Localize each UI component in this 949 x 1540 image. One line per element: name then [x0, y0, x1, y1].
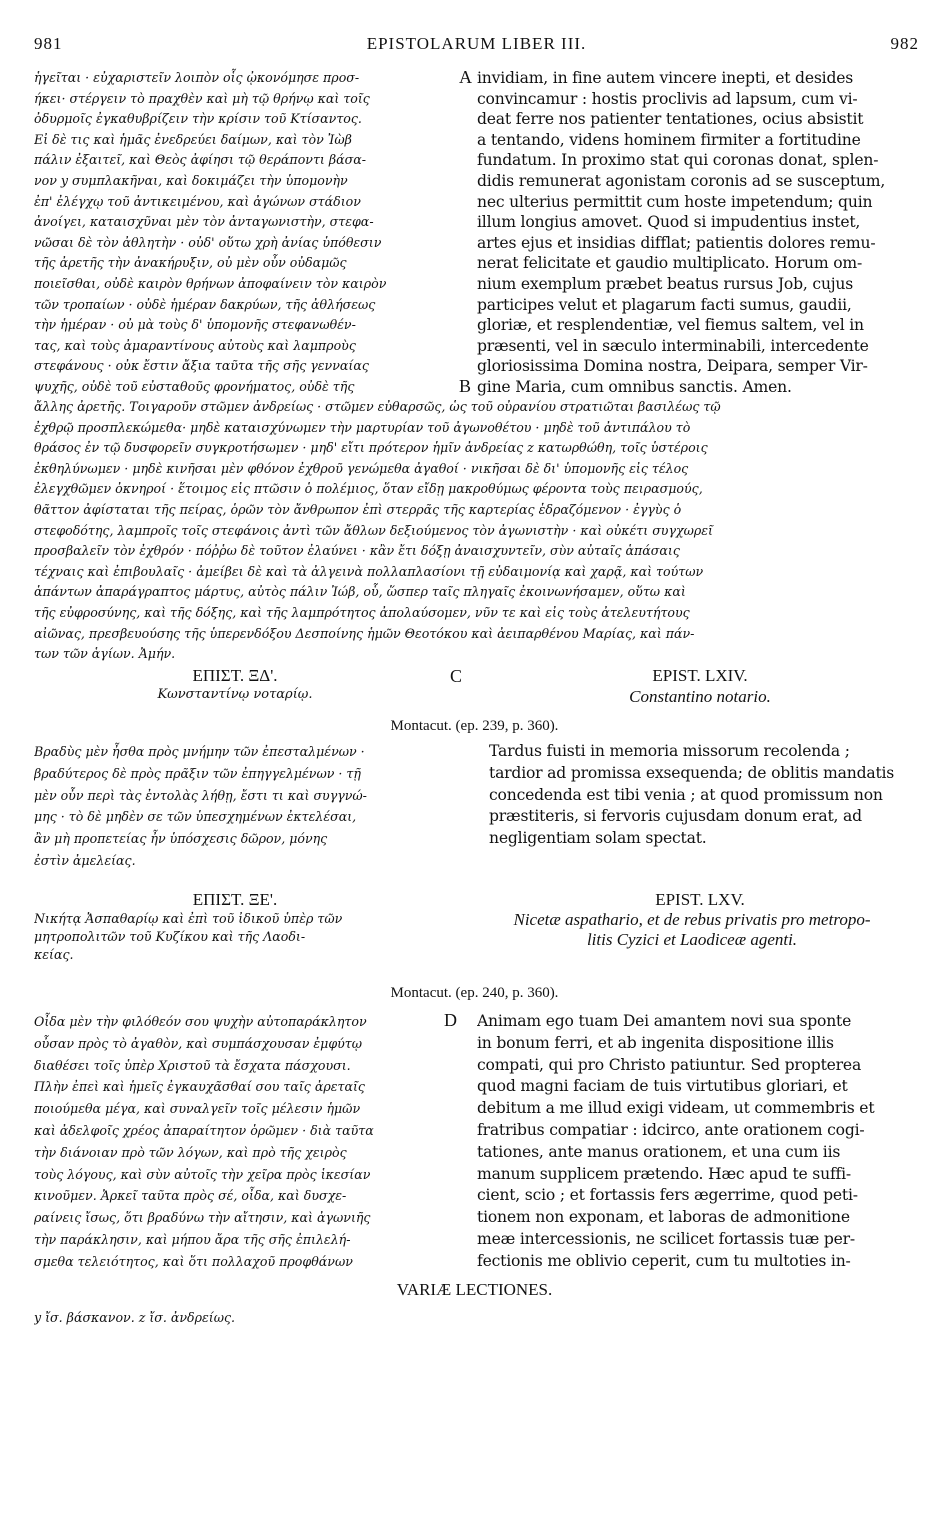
right-page-number: 982: [890, 34, 919, 53]
latin-text-line: fundatum. In proximo stat qui coronas donat, splen-: [477, 151, 879, 170]
greek-text-line: Πλὴν ἐπεὶ καὶ ἡμεῖς ἐγκαυχᾶσθαί σου ταῖς ἀρεταῖς: [34, 1079, 365, 1095]
greek-addressee-line: κείας.: [34, 947, 74, 962]
greek-text-line: ἡγεῖται · εὐχαριστεῖν λοιπὸν οἷς ᾠκονόμησε προσ-: [34, 70, 360, 85]
greek-text-line: ἐστὶν ἀμελείας.: [34, 852, 136, 868]
latin-text-line: negligentiam solam spectat.: [489, 829, 707, 848]
epist65-latin-heading: EPIST. LXV.: [655, 890, 745, 909]
greek-text-line: ἐχθρῷ προσπλεκώμεθα· μηδὲ καταισχύνωμεν τὴν μαρτυρίαν τοῦ ἀγωνοθέτου · μηδὲ τοῦ ἀντιπάλου τὸ: [34, 419, 691, 435]
greek-text-line: τὴν διάνοιαν πρὸ τῶν λόγων, καὶ πρὸ τῆς χειρὸς: [34, 1144, 347, 1160]
latin-text-line: didis remunerat agonistam coronis ad se susceptum,: [477, 171, 886, 190]
latin-text-line: artes ejus et insidias difflat; patientis dolores remu-: [477, 233, 876, 252]
epist64-greek-text: [34, 741, 458, 872]
greek-text-line: ὀδυρμοῖς ἐγκαθυβρίζειν τὴν κρίσιν τοῦ Κτίσαντος.: [34, 111, 362, 127]
greek-text-line: βραδύτερος δὲ πρὸς πρᾶξιν τῶν ἐπηγγελμένων · τῇ: [34, 765, 361, 781]
greek-text-line: στεφάνους · οὐκ ἔστιν ἄξια ταῦτα τῆς σῆς γενναίας: [34, 358, 369, 374]
latin-text-line: præsenti, vel in sæculo interminabili, intercedente: [477, 336, 869, 355]
greek-text-line: ἂν μὴ προπετείας ἦν ὑπόσχεσις δῶρον, μόνης: [34, 831, 328, 847]
latin-text-line: quod magni faciam de tuis virtutibus gloriari, et: [477, 1077, 848, 1096]
latin-text-line: a tentando, videns hominem firmiter a fortitudine: [477, 130, 861, 149]
latin-text-line: fectionis me oblivio ceperit, cum tu multoties in-: [477, 1251, 851, 1270]
greek-text-line: Εἰ δὲ τις καὶ ἡμᾶς ἐνεδρεύει δαίμων, καὶ τὸν Ἰὼβ: [34, 131, 352, 147]
latin-text-line: gloriæ, et resplendentiæ, vel fiemus saltem, vel in: [477, 316, 864, 335]
greek-text-line: Βραδὺς μὲν ἦσθα πρὸς μνήμην τῶν ἐπεσταλμένων ·: [34, 744, 365, 759]
greek-text-line: τοὺς λόγους, καὶ σὺν αὐτοῖς τὴν χεῖρα πρὸς ἱκεσίαν: [34, 1166, 371, 1182]
latin-text-line: fratribus compatiar : idcirco, ante orationem cogi-: [477, 1120, 865, 1139]
greek-text-line: τέχναις καὶ ἐπιβουλαῖς · ἀμείβει δὲ καὶ τὰ ἀλγεινὰ πολλαπλασίονι τῇ εὐδαιμονίᾳ καὶ χαρᾷ, καὶ τούτων: [34, 563, 704, 579]
latin-text-line: Tardus fuisti in memoria missorum recolenda ;: [489, 742, 850, 760]
latin-addressee-line: Nicetæ aspathario, et de rebus privatis pro metropo-: [513, 910, 871, 929]
margin-mark-d: D: [444, 1010, 457, 1030]
greek-text-line: νον y συμπλακῆναι, καὶ δοκιμάζει τὴν ὑπομονὴν: [34, 172, 348, 188]
greek-text-line: ποιούμεθα μέγα, καὶ συναλγεῖν τοῖς μέλεσιν ἡμῶν: [34, 1101, 361, 1117]
greek-text-line: ἀνοίγει, καταισχῦναι μὲν τὸν ἀνταγωνιστὴν, στεφα-: [34, 214, 374, 230]
epist65-greek-text: [34, 1011, 444, 1273]
latin-text-line: compati, qui pro Christo patiuntur. Sed propterea: [477, 1055, 862, 1074]
greek-text-line: ήκει· στέργειν τὸ πραχθὲν καὶ μὴ τῷ θρήνῳ καὶ τοῖς: [34, 90, 370, 106]
latin-addressee-line: litis Cyzici et Laodiceæ agenti.: [586, 930, 798, 949]
running-header: [34, 34, 919, 58]
left-page-number: 981: [34, 34, 63, 53]
greek-text-line: ποιεῖσθαι, οὐδὲ καιρὸν θρήνων ἀποφαίνειν τὸν καιρὸν: [34, 275, 387, 291]
greek-text-line: τῆς εὐφροσύνης, καὶ τῆς δόξης, καὶ τῆς λαμπρότητος ἀπολαύσομεν, νῦν τε καὶ εἰς τοὺς ἀτελευτήτους: [34, 604, 690, 620]
epist65-source: Montacut. (ep. 240, p. 360).: [390, 985, 559, 1001]
greek-text-line: στεφοδότης, λαμπροῖς τοῖς στεφάνοις ἀντὶ τῶν ἄθλων δεξιούμενος τὸν ἀγωνιστὴν · καὶ οὐκέτι συγχωρεῖ: [34, 522, 713, 538]
latin-text-line: præstiteris, si fervoris cujusdam donum erat, ad: [489, 807, 862, 826]
epist65-greek-heading: ΕΠΙΣΤ. ΞΕ'.: [192, 890, 278, 909]
variae-lectiones-heading: VARIÆ LECTIONES.: [396, 1280, 553, 1299]
greek-text-line: αἰῶνας, πρεσβευούσης τῆς ὑπερενδόξου Δεσποίνης ἡμῶν Θεοτόκου καὶ ἀειπαρθένου Μαρίας, καὶ πάν-: [34, 625, 695, 641]
greek-text-line: Οἶδα μὲν τὴν φιλόθεόν σου ψυχὴν αὐτοπαράκλητον: [34, 1014, 367, 1029]
greek-text-line: τῆς ἀρετῆς τὴν ἀνακήρυξιν, οὐ μὲν οὖν οὐδαμῶς: [34, 255, 347, 271]
top-greek-column: [34, 68, 458, 398]
greek-text-line: ἄλλης ἀρετῆς. Τοιγαροῦν στῶμεν ἀνδρείως · στῶμεν εὐθαρσῶς, ὡς τοῦ οὐρανίου στρατιῶται βασιλέως τῷ: [34, 399, 721, 414]
greek-text-line: διαθέσει τοῖς ὑπὲρ Χριστοῦ τὰ ἔσχατα πάσχουσι.: [34, 1057, 351, 1073]
latin-text-line: cient, scio ; et fortassis fers ægerrime, quod peti-: [477, 1186, 858, 1205]
latin-text-line: invidiam, in fine autem vincere inepti, et desides: [477, 69, 854, 87]
epist64-greek-heading: ΕΠΙΣΤ. ΞΔ'.: [192, 666, 278, 685]
latin-text-line: participes velut et plagarum facti sumus, gaudii,: [477, 295, 852, 314]
epist65-latin-addressee: [462, 910, 922, 950]
greek-text-line: μης · τὸ δὲ μηδὲν σε τῶν ὑπεσχημένων ἐκτελέσαι,: [34, 809, 357, 825]
greek-text-line: πάλιν ἐξαιτεῖ, καὶ Θεὸς ἀφίησι τῷ θεράποντι βάσα-: [34, 152, 366, 168]
greek-addressee-line: Νικήτᾳ Ἀσπαθαρίῳ καὶ ἐπὶ τοῦ ἰδικοῦ ὑπὲρ τῶν: [34, 911, 343, 926]
greek-text-line: τὴν παράκλησιν, καὶ μήπου ἄρα τῆς σῆς ἐπιλελή-: [34, 1231, 351, 1247]
greek-text-line: οὖσαν πρὸς τὸ ἀγαθὸν, καὶ συμπάσχουσαν ἐμφύτῳ: [34, 1035, 363, 1051]
latin-text-line: debitum a me illud exigi videam, ut commembris et: [477, 1099, 875, 1118]
greek-text-line: των τῶν ἁγίων. Ἀμήν.: [34, 646, 176, 662]
latin-text-line: nerat felicitate et gaudio multiplicato. Horum om-: [477, 254, 863, 273]
epist65-greek-addressee: [34, 910, 458, 964]
epist64-latin-heading: EPIST. LXIV.: [652, 666, 748, 685]
greek-text-line: κινοῦμεν. Ἀρκεῖ ταῦτα πρὸς σέ, οἶδα, καὶ δυσχε-: [34, 1188, 347, 1204]
margin-mark-b: B: [459, 376, 472, 396]
latin-text-line: gloriosissima Domina nostra, Deipara, semper Vir-: [477, 357, 868, 376]
latin-text-line: Animam ego tuam Dei amantem novi sua sponte: [477, 1012, 852, 1030]
greek-text-line: τας, καὶ τοὺς ἀμαραντίνους αὐτοὺς καὶ λαμπροὺς: [34, 337, 356, 353]
latin-text-line: in bonum ferri, et ab ingenita dispositione illis: [477, 1033, 834, 1052]
latin-text-line: gine Maria, cum omnibus sanctis. Amen.: [477, 377, 792, 396]
latin-text-line: meæ intercessionis, ne scilicet fortassis tuæ per-: [477, 1229, 855, 1248]
greek-text-line: τὴν ἡμέραν · οὐ μὰ τοὺς δ' ὑπομονῆς στεφανωθέν-: [34, 317, 356, 333]
greek-text-line: ἐλεγχθῶμεν ὀκνηροί · ἕτοιμος εἰς πτῶσιν ὁ πολέμιος, ὅταν εἴδῃ μακροθύμως φέροντα τοὺς πειρασμούς,: [34, 481, 703, 497]
greek-text-line: νῶσαι δὲ τὸν ἀθλητὴν · οὐδ' οὕτω χρὴ ἀνίας ὑπόθεσιν: [34, 234, 382, 250]
greek-text-line: ραίνεις ἴσως, ὅτι βραδύνω τὴν αἴτησιν, καὶ ἀγωνιῆς: [34, 1210, 371, 1226]
latin-text-line: tardior ad promissa exsequenda; de oblitis mandatis: [489, 763, 895, 782]
greek-text-line: θράσος ἐν τῷ δυσφορεῖν συγκροτήσωμεν · μηδ' εἴτι πρότερον ἡμῖν ἀνδρείας z κατωρθώθη, τοῖς ὑστέροις: [34, 440, 708, 456]
full-width-greek-text: [34, 397, 918, 665]
margin-mark-c: C: [450, 666, 463, 686]
greek-text-line: σμεθα τελειότητος, καὶ ὅτι πολλαχοῦ προφθάνων: [34, 1253, 353, 1269]
margin-mark-a: A: [459, 67, 472, 87]
greek-addressee-line: μητροπολιτῶν τοῦ Κυζίκου καὶ τῆς Λαοδι-: [34, 929, 306, 944]
greek-text-line: τῶν τροπαίων · οὐδὲ ἡμέραν δακρύων, τῆς ἀθλήσεως: [34, 296, 376, 312]
latin-text-line: nium exemplum præbet beatus rursus Job, cujus: [477, 274, 854, 293]
epist65-latin-text: [477, 1011, 917, 1273]
epist64-greek-addressee: Κωνσταντίνῳ νοταρίῳ.: [157, 687, 313, 702]
running-title: EPISTOLARUM LIBER III.: [366, 34, 587, 53]
greek-text-line: ἁπάντων ἀπαράγραπτος μάρτυς, αὐτὸς πάλιν Ἰώβ, οὗ, ὥσπερ ταῖς πληγαῖς ἐκοινωνήσαμεν, οὕτω καὶ: [34, 584, 686, 600]
greek-text-line: προσβαλεῖν τὸν ἐχθρόν · πόῤῥω δὲ τοῦτον ἐλαύνει · κἂν ἔτι δόξῃ ἀναισχυντεῖν, σὺν αὐταῖς ἁπάσαις: [34, 543, 680, 559]
greek-text-line: ψυχῆς, οὐδὲ τοῦ εὐσταθοῦς φρονήματος, οὐδὲ τῆς: [34, 378, 355, 394]
greek-text-line: καὶ ἀδελφοῖς χρέος ἀπαραίτητον ὁρῶμεν · διὰ ταῦτα: [34, 1122, 374, 1138]
epist64-source: Montacut. (ep. 239, p. 360).: [390, 718, 559, 734]
greek-text-line: μὲν οὖν περὶ τὰς ἐντολὰς λήθῃ, ἔστι τι καὶ συγγνώ-: [34, 787, 367, 803]
greek-text-line: ἐκθηλύνωμεν · μηδὲ κινῆσαι μὲν φθόνον ἐχθροῦ γενώμεθα ἀγαθοί · νικῆσαι δὲ δι' ὑπομονῆς εἰς τέλος: [34, 460, 689, 476]
latin-text-line: tationes, ante manus orationem, et una cum iis: [477, 1142, 841, 1161]
top-latin-column: [477, 68, 917, 398]
latin-text-line: manum supplicem prætendo. Hæc apud te suffi-: [477, 1164, 851, 1183]
greek-text-line: θᾶττον ἀφίσταται τῆς πείρας, ὁρῶν τὸν ἄνθρωπον ἐπὶ στερρᾶς τῆς καρτερίας ἑδραζόμενον · ἐγγὺς ὁ: [34, 501, 682, 517]
latin-text-line: illum longius amovet. Quod si impudentius instet,: [477, 213, 861, 232]
greek-text-line: ἐπ' ἐλέγχῳ τοῦ ἀντικειμένου, καὶ ἀγώνων στάδιον: [34, 193, 361, 209]
latin-text-line: deat ferre nos patienter tentationes, ocius absistit: [477, 110, 864, 129]
latin-text-line: concedenda est tibi venia ; at quod promissum non: [489, 785, 883, 804]
latin-text-line: convincamur : hostis proclivis ad lapsum, cum vi-: [477, 89, 858, 108]
latin-text-line: nec ulterius permittit cum hoste impetendum; quin: [477, 192, 873, 211]
epist64-latin-text: [489, 741, 917, 850]
latin-text-line: tionem non exponam, et laboras de admonitione: [477, 1208, 850, 1227]
variae-lectiones-text: y ἴσ. βάσκανον. z ἴσ. ἀνδρείως.: [34, 1310, 236, 1325]
epist64-latin-addressee: Constantino notario.: [629, 687, 771, 706]
